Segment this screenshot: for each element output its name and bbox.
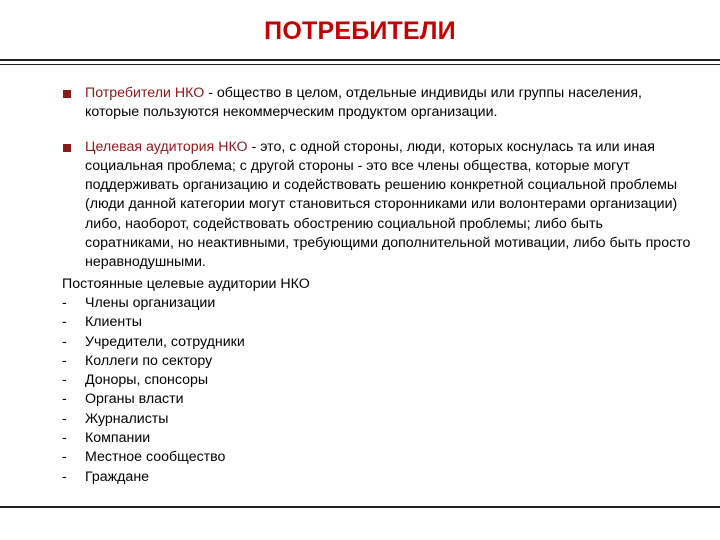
list-item-label: Учредители, сотрудники xyxy=(85,333,245,350)
content xyxy=(62,84,692,487)
list-item-label: Компании xyxy=(85,430,151,447)
list-item xyxy=(62,410,692,429)
square-bullet-icon xyxy=(63,144,71,152)
dash-icon: - xyxy=(62,352,67,369)
bottom-rule xyxy=(0,506,720,508)
list-item-label: Местное сообщество xyxy=(85,449,226,466)
list-item-label: Граждане xyxy=(85,468,150,485)
list-item xyxy=(62,429,692,448)
list-item-label: Органы власти xyxy=(85,391,184,408)
list-item-label: Коллеги по сектору xyxy=(85,352,213,369)
dash-icon: - xyxy=(62,391,67,408)
audiences-heading: Постоянные целевые аудитории НКО xyxy=(62,275,310,292)
dash-icon: - xyxy=(62,430,67,447)
dash-icon: - xyxy=(62,449,67,466)
list-item xyxy=(62,333,692,352)
list-item-label: Доноры, спонсоры xyxy=(85,372,209,389)
bullet-text: - это, с одной стороны, люди, которых коснулась та или иная социальная проблема; с другой стороны - это все члены общества, которые могут поддерживать организацию и содействовать решению конкретной социальной проблемы (люди данной категории могут становиться сторонниками или волонтерами организации) либо, наоборот, содействовать обострению социальной проблемы; либо быть соратниками, но неактивными, требующими дополнительной мотивации, либо быть просто неравнодушными. xyxy=(85,138,691,271)
list-item xyxy=(62,313,692,332)
list-item xyxy=(62,294,692,313)
list-item xyxy=(62,352,692,371)
dash-icon: - xyxy=(62,294,67,311)
list-item xyxy=(62,448,692,467)
bullet-text: - общество в целом, отдельные индивиды или группы населения, которые пользуются некоммерческим продуктом организации. xyxy=(85,85,642,121)
list-item xyxy=(62,468,692,487)
top-rule-thin xyxy=(0,64,720,65)
dash-icon: - xyxy=(62,410,67,427)
bullet-item xyxy=(62,138,692,273)
square-bullet-icon xyxy=(63,90,71,98)
bullet-item xyxy=(62,84,692,123)
bullet-term: Потребители НКО xyxy=(85,85,205,101)
dash-icon: - xyxy=(62,314,67,331)
top-rule-thick xyxy=(0,59,720,61)
list-item xyxy=(62,371,692,390)
audiences-list xyxy=(62,294,692,487)
dash-icon: - xyxy=(62,372,67,389)
list-item xyxy=(62,390,692,409)
bullet-term: Целевая аудитория НКО xyxy=(85,138,248,155)
list-item-label: Клиенты xyxy=(85,314,142,331)
list-item-label: Журналисты xyxy=(85,410,169,427)
dash-icon: - xyxy=(62,468,67,485)
dash-icon: - xyxy=(62,333,67,350)
page-title: ПОТРЕБИТЕЛИ xyxy=(264,17,456,45)
list-item-label: Члены организации xyxy=(85,294,216,311)
